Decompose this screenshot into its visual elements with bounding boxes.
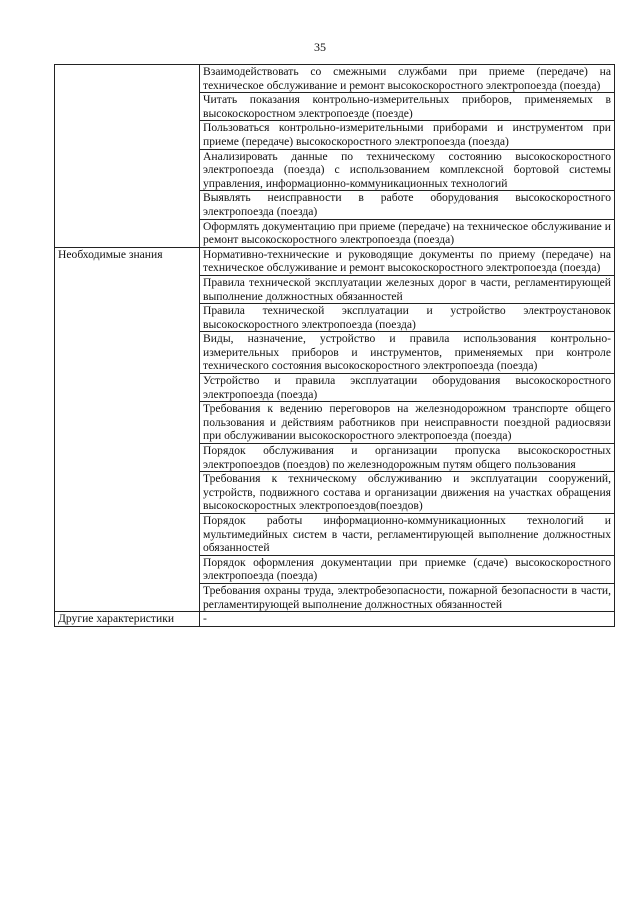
requirement-item: Порядок оформления документации при приемке (сдаче) высокоскоростного электропоезда (поезда) [200, 555, 615, 583]
requirement-item: Пользоваться контрольно-измерительными приборами и инструментом при приеме (передаче) высокоскоростного электропоезда (поезда) [200, 121, 615, 149]
requirement-item: - [200, 612, 615, 627]
requirement-item: Выявлять неисправности в работе оборудования высокоскоростного электропоезда (поезда) [200, 191, 615, 219]
characteristics-table-body [55, 65, 615, 627]
section-label: Необходимые знания [55, 247, 200, 611]
requirement-item: Оформлять документацию при приеме (передаче) на техническое обслуживание и ремонт высокоскоростного электропоезда (поезда) [200, 219, 615, 247]
requirement-item: Читать показания контрольно-измерительных приборов, применяемых в высокоскоростном электропоезде (поезде) [200, 93, 615, 121]
requirement-item: Порядок обслуживания и организации пропуска высокоскоростных электропоездов (поездов) по железнодорожным путям общего пользования [200, 444, 615, 472]
requirement-item: Правила технической эксплуатации железных дорог в части, регламентирующей выполнение должностных обязанностей [200, 275, 615, 303]
page-number: 35 [314, 40, 326, 54]
requirement-item: Взаимодействовать со смежными службами при приеме (передаче) на техническое обслуживание и ремонт высокоскоростного электропоезда (поезда) [200, 65, 615, 93]
requirement-item: Требования охраны труда, электробезопасности, пожарной безопасности в части, регламентирующей выполнение должностных обязанностей [200, 583, 615, 611]
requirement-item: Устройство и правила эксплуатации оборудования высокоскоростного электропоезда (поезда) [200, 374, 615, 402]
table-row [55, 247, 615, 275]
requirement-item: Требования к техническому обслуживанию и эксплуатации сооружений, устройств, подвижного состава и организации движения на участках обращения высокоскоростных электропоездов(поездов) [200, 472, 615, 514]
section-label [55, 65, 200, 248]
requirement-item: Правила технической эксплуатации и устройство электроустановок высокоскоростного электропоезда (поезда) [200, 304, 615, 332]
table-row [55, 612, 615, 627]
requirement-item: Виды, назначение, устройство и правила использования контрольно-измерительных приборов и инструментов, применяемых при контроле технического состояния высокоскоростного электропоезда (поезда) [200, 332, 615, 374]
requirement-item: Порядок работы информационно-коммуникационных технологий и мультимедийных систем в части, регламентирующей выполнение должностных обязанностей [200, 514, 615, 556]
characteristics-table [54, 64, 615, 627]
requirement-item: Нормативно-технические и руководящие документы по приему (передаче) на техническое обслуживание и ремонт высокоскоростного электропоезда (поезда) [200, 247, 615, 275]
table-row [55, 65, 615, 93]
requirement-item: Требования к ведению переговоров на железнодорожном транспорте общего пользования и действиям работников при неисправности поездной радиосвязи при обслуживании высокоскоростного электропоезда (поезда) [200, 402, 615, 444]
requirement-item: Анализировать данные по техническому состоянию высокоскоростного электропоезда (поезда) с использованием комплексной бортовой системы управления, информационно-коммуникационных технологий [200, 149, 615, 191]
section-label: Другие характеристики [55, 612, 200, 627]
